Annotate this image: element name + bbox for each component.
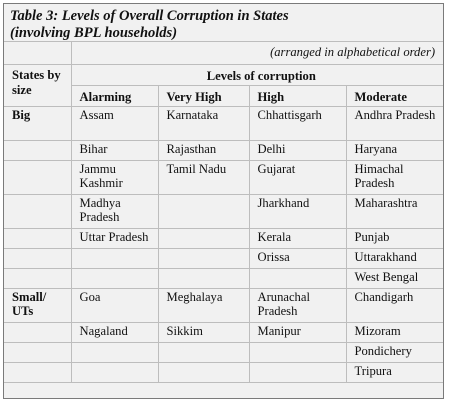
alarming-cell: Nagaland (71, 322, 158, 342)
column-header-moderate: Moderate (346, 85, 443, 106)
moderate-cell: Haryana (346, 140, 443, 160)
title-line-2: (involving BPL households) (10, 25, 178, 41)
very-high-cell (158, 342, 249, 362)
very-high-cell (158, 248, 249, 268)
alarming-cell: Goa (71, 288, 158, 322)
moderate-cell: Tripura (346, 362, 443, 382)
size-cell (4, 268, 71, 288)
very-high-cell: Tamil Nadu (158, 160, 249, 194)
column-header-alarming: Alarming (71, 85, 158, 106)
size-cell (4, 160, 71, 194)
table-row (4, 248, 443, 268)
table-row (4, 268, 443, 288)
moderate-cell: West Bengal (346, 268, 443, 288)
table-row (4, 288, 443, 322)
very-high-cell (158, 362, 249, 382)
size-cell (4, 194, 71, 228)
very-high-cell: Karnataka (158, 106, 249, 140)
alarming-cell: Madhya Pradesh (71, 194, 158, 228)
high-cell (249, 362, 346, 382)
alarming-cell: Assam (71, 106, 158, 140)
high-cell: Gujarat (249, 160, 346, 194)
moderate-cell: Uttarakhand (346, 248, 443, 268)
states-by-size-header: States by size (4, 65, 71, 107)
table-row (4, 362, 443, 382)
table-row (4, 140, 443, 160)
size-cell: Big (4, 106, 71, 140)
alphabetical-note: (arranged in alphabetical order) (71, 42, 443, 65)
high-cell (249, 268, 346, 288)
alarming-cell: Bihar (71, 140, 158, 160)
alarming-cell: Uttar Pradesh (71, 228, 158, 248)
table-row (4, 160, 443, 194)
very-high-cell (158, 268, 249, 288)
size-cell (4, 248, 71, 268)
alarming-cell: Jammu Kashmir (71, 160, 158, 194)
size-cell (4, 228, 71, 248)
table-row (4, 228, 443, 248)
moderate-cell: Chandigarh (346, 288, 443, 322)
very-high-cell: Rajasthan (158, 140, 249, 160)
table-row (4, 322, 443, 342)
alarming-cell (71, 248, 158, 268)
moderate-cell: Punjab (346, 228, 443, 248)
moderate-cell: Maharashtra (346, 194, 443, 228)
table-row (4, 342, 443, 362)
high-cell (249, 342, 346, 362)
alarming-cell (71, 362, 158, 382)
high-cell: Arunachal Pradesh (249, 288, 346, 322)
size-cell (4, 140, 71, 160)
size-cell (4, 322, 71, 342)
table-row (4, 194, 443, 228)
column-header-very-high: Very High (158, 85, 249, 106)
high-cell: Chhattisgarh (249, 106, 346, 140)
table-frame (3, 3, 444, 399)
size-cell (4, 362, 71, 382)
title-line-1: Table 3: Levels of Overall Corruption in States (10, 8, 289, 24)
table-title (4, 4, 443, 41)
column-header-high: High (249, 85, 346, 106)
corruption-table (4, 41, 443, 383)
table-row (4, 106, 443, 140)
very-high-cell (158, 228, 249, 248)
high-cell: Jharkhand (249, 194, 346, 228)
note-spacer (4, 42, 71, 65)
high-cell: Delhi (249, 140, 346, 160)
moderate-cell: Mizoram (346, 322, 443, 342)
size-cell (4, 342, 71, 362)
moderate-cell: Pondichery (346, 342, 443, 362)
high-cell: Kerala (249, 228, 346, 248)
very-high-cell: Sikkim (158, 322, 249, 342)
moderate-cell: Himachal Pradesh (346, 160, 443, 194)
size-cell: Small/ UTs (4, 288, 71, 322)
high-cell: Manipur (249, 322, 346, 342)
moderate-cell: Andhra Pradesh (346, 106, 443, 140)
very-high-cell: Meghalaya (158, 288, 249, 322)
high-cell: Orissa (249, 248, 346, 268)
alarming-cell (71, 268, 158, 288)
alarming-cell (71, 342, 158, 362)
very-high-cell (158, 194, 249, 228)
levels-of-corruption-header: Levels of corruption (71, 65, 443, 86)
